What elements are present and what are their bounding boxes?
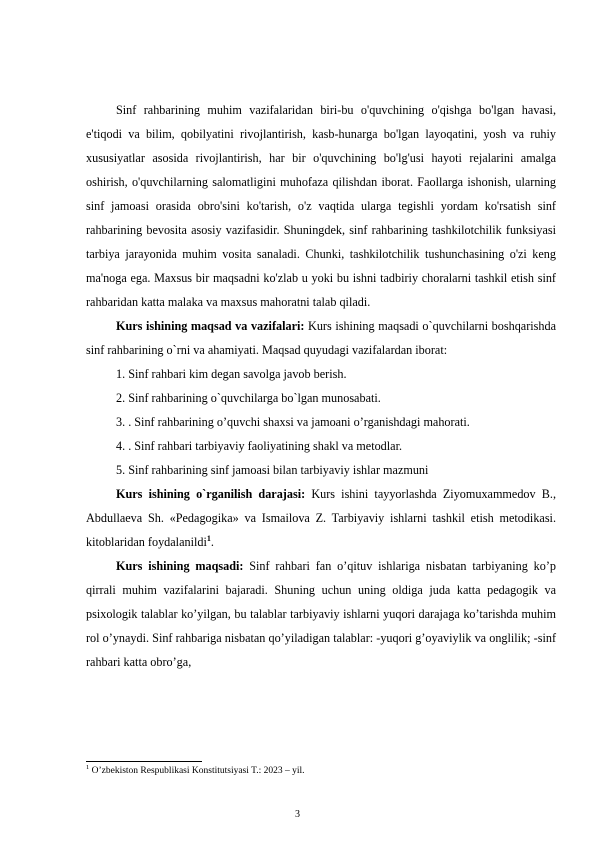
paragraph-purpose	[86, 554, 556, 674]
study-level-heading: Kurs ishining o`rganilish darajasi:	[116, 487, 306, 501]
footnote-text: O’zbekiston Respublikasi Konstitutsiyasi T.: 2023 – yil.	[89, 766, 305, 776]
goals-text: Kurs ishining maqsadi o`quvchilarni boshqarishda sinf rahbarining o`rni va ahamiyati. Maqsad quyudagi vazifalardan iborat:	[86, 319, 556, 357]
goals-heading: Kurs ishining maqsad va vazifalari:	[116, 319, 305, 333]
paragraph-intro: Sinf rahbarining muhim vazifalaridan biri-bu o'quvchining o'qishga bo'lgan havasi, e'tiqodi va bilim, qobilyatini rivojlantirish, kasb-hunarga bo'lgan layoqatini, yosh va ruhiy xususiyatlar asosida rivojlantirish, har bir o'quvchining bo'lg'usi hayoti rejalarini amalga oshirish, o'quvchilarning salomatligini muhofaza qilishdan iborat. Faollarga ishonish, ularning sinf jamoasi orasida obro'sini ko'tarish, o'z vaqtida ularga tegishli yordam ko'rsatish sinf rahbarining bevosita asosiy vazifasidir. Shuningdek, sinf rahbarining tashkilotchilik funksiyasi tarbiya jarayonida muhim vosita sanaladi. Chunki, tashkilotchilik tushunchasining o'zi keng ma'noga ega. Maxsus bir maqsadni ko'zlab u yoki bu ishni tadbiriy choralarni tashkil etish sinf rahbaridan katta malaka va maxsus mahoratni talab qiladi.	[86, 103, 556, 309]
list-item-2: 2. Sinf rahbarining o`quvchilarga bo`lgan munosabati.	[116, 391, 381, 405]
footnote-separator	[86, 761, 202, 762]
footnote-mark: 1	[86, 763, 90, 771]
list-item-5: 5. Sinf rahbarining sinf jamoasi bilan tarbiyaviy ishlar mazmuni	[116, 463, 429, 477]
study-level-text: Kurs ishini tayyorlashda Ziyomuxammedov B., Abdullaeva Sh. «Pedagogika» va Ismailova Z. Tarbiyaviy ishlarni tashkil etish metodikasi. kitoblaridan foydalanildi	[86, 487, 556, 549]
list-item-4: 4. . Sinf rahbari tarbiyaviy faoliyatining shakl va metodlar.	[116, 439, 402, 453]
paragraph-goals	[86, 314, 556, 362]
list-item-1: 1. Sinf rahbari kim degan savolga javob berish.	[116, 367, 347, 381]
purpose-heading: Kurs ishining maqsadi:	[116, 559, 244, 573]
paragraph-study-level	[86, 482, 556, 554]
study-level-period: .	[210, 535, 214, 549]
list-item-3: 3. . Sinf rahbarining o’quvchi shaxsi va jamoani o’rganishdagi mahorati.	[116, 415, 470, 429]
footnote	[86, 765, 556, 777]
purpose-text: Sinf rahbari fan o’qituv ishlariga nisbatan tarbiyaning ko’p qirrali muhim vazifalarini bajaradi. Shuning uchun uning oldiga juda katta pedagogik va psixologik talablar ko’yilgan, bu talablar tarbiyaviy ishlarni yuqori darajaga ko’tarishda muhim rol o’ynaydi. Sinf rahbariga nisbatan qo’yiladigan talablar: -yuqori g’oyaviylik va onglilik; -sinf rahbari katta obro’ga,	[86, 559, 556, 669]
body-text	[86, 98, 556, 674]
footnote-reference[interactable]: 1	[206, 533, 211, 543]
page-number: 3	[295, 809, 300, 820]
